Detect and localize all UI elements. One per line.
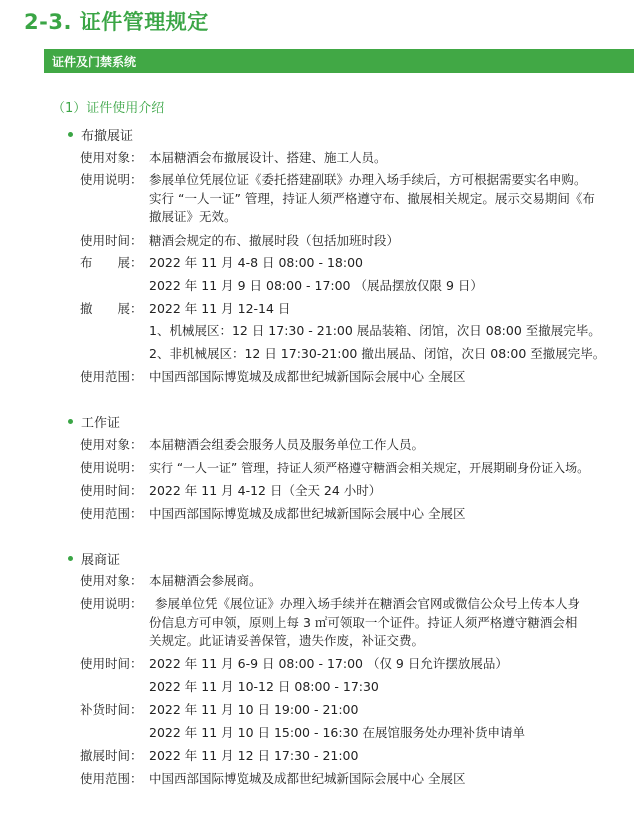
- row-label: 使用说明：: [80, 596, 143, 611]
- row-value: 1、机械展区：12 日 17:30 - 21:00 展品装箱、闭馆，次日 08:00 至撤展完毕。: [149, 323, 601, 338]
- row-label: 撤 展：: [80, 301, 143, 316]
- bullet-dot-icon: [68, 132, 73, 137]
- group-title-buchezhan: [68, 125, 133, 144]
- row-label: 补货时间：: [80, 702, 143, 717]
- row-value: 关规定。此证请妥善保管，遗失作废，补证交费。: [149, 633, 425, 648]
- page-title: 2-3. 证件管理规定: [24, 10, 209, 34]
- row-value: 实行 “一人一证” 管理，持证人须严格遵守布、撤展相关规定。展示交易期间《布: [149, 191, 595, 206]
- row-label: 使用时间：: [80, 483, 143, 498]
- group-title-text: 布撤展证: [81, 129, 134, 144]
- subsection-title: （1）证件使用介绍: [52, 101, 165, 116]
- row-label: 使用范围：: [80, 771, 143, 786]
- row-value: 本届糖酒会参展商。: [149, 573, 262, 588]
- row-label: 使用对象：: [80, 437, 143, 452]
- row-value: 2022 年 11 月 9 日 08:00 - 17:00 （展品摆放仅限 9 日）: [149, 278, 483, 293]
- row-value: 2022 年 11 月 12 日 17:30 - 21:00: [149, 748, 359, 763]
- row-label: 使用对象：: [80, 150, 143, 165]
- group-title-text: 工作证: [81, 416, 121, 431]
- row-value: 中国西部国际博览城及成都世纪城新国际会展中心 全展区: [149, 369, 466, 384]
- row-value: 参展单位凭《展位证》办理入场手续并在糖酒会官网或微信公众号上传本人身: [155, 596, 581, 611]
- section-header-text: 证件及门禁系统: [52, 55, 137, 69]
- row-label: 撤展时间：: [80, 748, 143, 763]
- row-label: 使用对象：: [80, 573, 143, 588]
- row-value: 实行 “一人一证” 管理，持证人须严格遵守糖酒会相关规定，开展期刷身份证入场。: [149, 461, 590, 475]
- row-value: 2022 年 11 月 4-12 日（全天 24 小时）: [149, 483, 382, 498]
- row-value: 份信息方可申领，原则上每 3 ㎡可领取一个证件。持证人须严格遵守糖酒会相: [149, 615, 578, 630]
- row-value: 中国西部国际博览城及成都世纪城新国际会展中心 全展区: [149, 506, 466, 521]
- row-value: 2022 年 11 月 12-14 日: [149, 301, 291, 316]
- group-title-gongzuo: [68, 412, 120, 431]
- row-value: 2022 年 11 月 10 日 15:00 - 16:30 在展馆服务处办理补货申请单: [149, 725, 525, 740]
- row-value: 2022 年 11 月 4-8 日 08:00 - 18:00: [149, 255, 363, 270]
- row-label: 使用时间：: [80, 233, 143, 248]
- bullet-dot-icon: [68, 419, 73, 424]
- row-label: 使用范围：: [80, 506, 143, 521]
- row-value: 糖酒会规定的布、撤展时段（包括加班时段）: [149, 233, 400, 248]
- group-title-text: 展商证: [81, 553, 121, 568]
- row-value: 中国西部国际博览城及成都世纪城新国际会展中心 全展区: [149, 771, 466, 786]
- row-value: 2、非机械展区：12 日 17:30-21:00 撤出展品、闭馆，次日 08:00 至撤展完毕。: [149, 346, 606, 361]
- row-value: 本届糖酒会组委会服务人员及服务单位工作人员。: [149, 437, 425, 452]
- row-value: 本届糖酒会布撤展设计、搭建、施工人员。: [149, 150, 387, 165]
- row-label: 布 展：: [80, 255, 143, 270]
- row-label: 使用说明：: [80, 460, 143, 475]
- row-value: 2022 年 11 月 6-9 日 08:00 - 17:00 （仅 9 日允许摆放展品）: [149, 656, 508, 671]
- row-value: 参展单位凭展位证《委托搭建副联》办理入场手续后，方可根据需要实名申购。: [149, 172, 587, 187]
- row-value: 2022 年 11 月 10-12 日 08:00 - 17:30: [149, 679, 379, 694]
- row-label: 使用时间：: [80, 656, 143, 671]
- bullet-dot-icon: [68, 556, 73, 561]
- section-header-bar: [44, 49, 634, 73]
- row-value: 2022 年 11 月 10 日 19:00 - 21:00: [149, 702, 359, 717]
- row-value: 撤展证》无效。: [149, 209, 237, 224]
- row-label: 使用范围：: [80, 369, 143, 384]
- row-label: 使用说明：: [80, 172, 143, 187]
- group-title-zhanshang: [68, 549, 120, 568]
